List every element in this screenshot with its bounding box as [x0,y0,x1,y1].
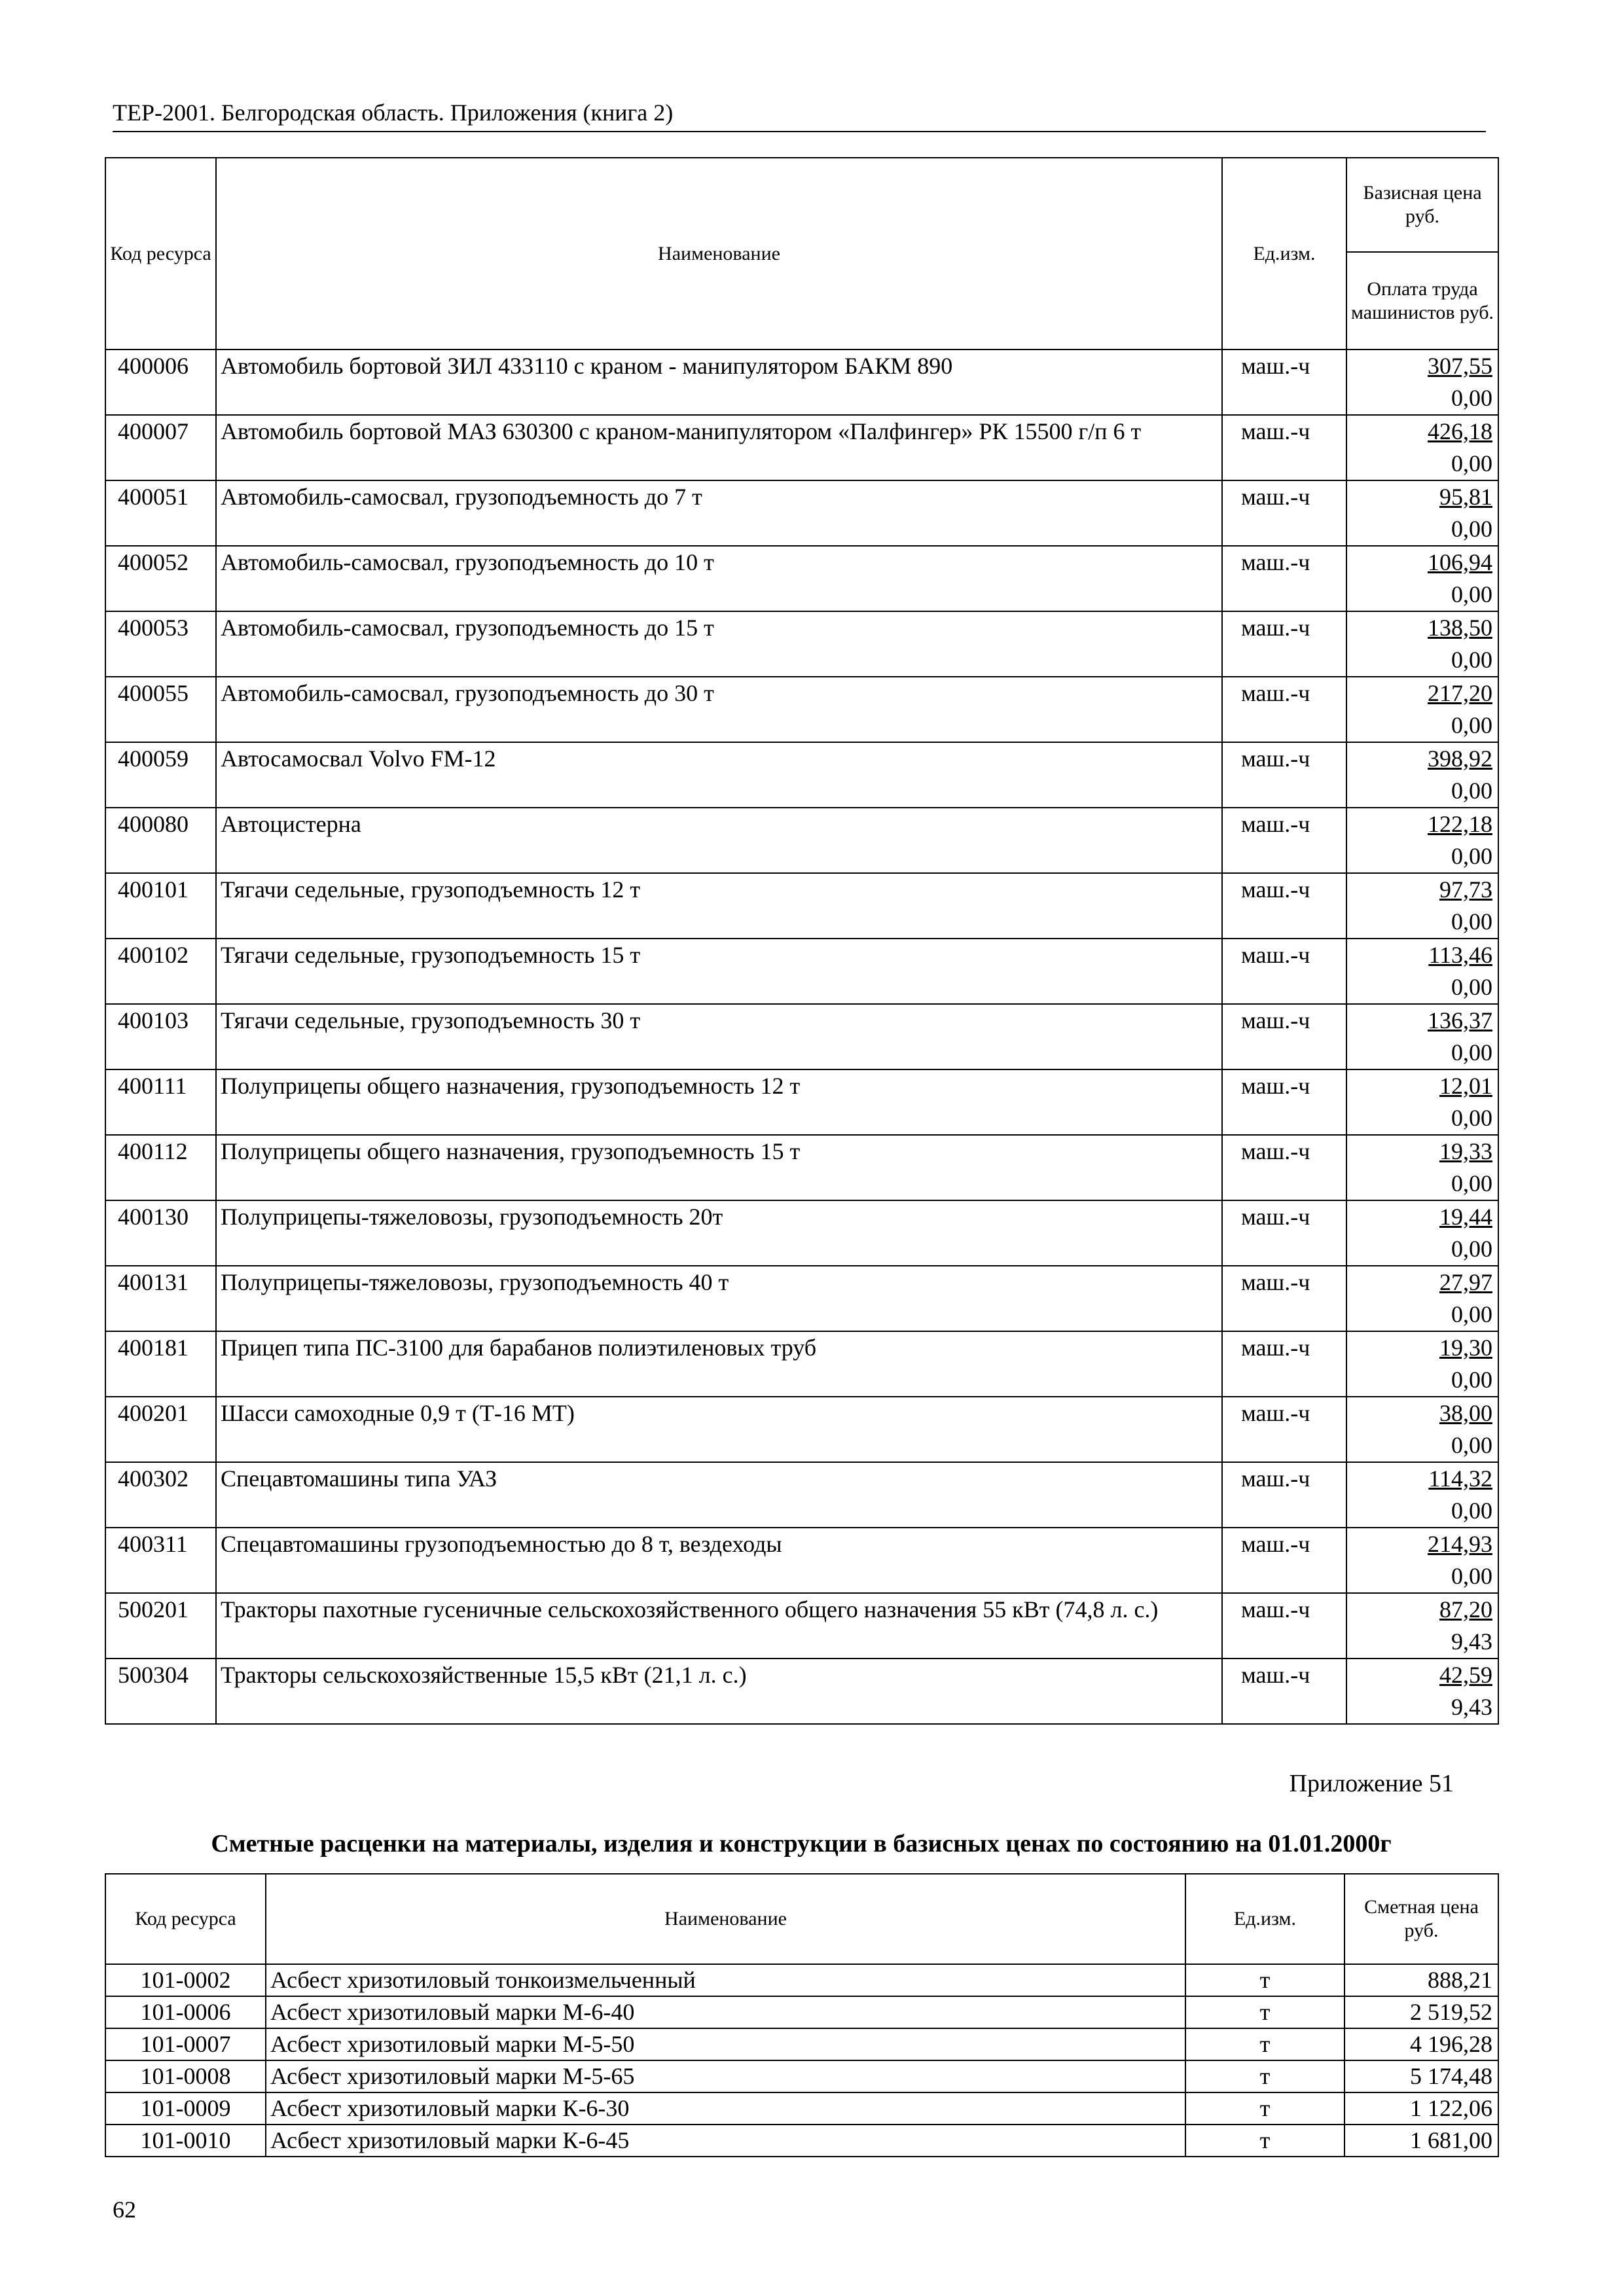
operator-wage: 0,00 [1451,647,1492,673]
table-row [105,350,1498,415]
price-cell [1346,1200,1498,1266]
estimate-price: 1 122,06 [1344,2092,1498,2125]
operator-wage: 0,00 [1451,712,1492,738]
table-row [105,1331,1498,1397]
base-price: 113,46 [1428,942,1492,968]
resource-code: 400130 [105,1200,216,1266]
operator-wage: 0,00 [1451,385,1492,411]
resource-code: 101-0006 [105,1996,266,2028]
estimate-price: 5 174,48 [1344,2060,1498,2092]
unit-of-measure: маш.-ч [1222,480,1346,546]
resource-name: Автомобиль-самосвал, грузоподъемность до 30 т [216,677,1222,742]
price-cell [1346,1397,1498,1462]
table-row [105,611,1498,677]
materials-table-body [105,1964,1498,2157]
resource-name: Тракторы сельскохозяйственные 15,5 кВт (21,1 л. с.) [216,1659,1222,1724]
resource-code: 400201 [105,1397,216,1462]
page-number: 62 [113,2197,136,2223]
resource-name: Асбест хризотиловый тонкоизмельченный [266,1964,1185,1996]
unit-of-measure: т [1185,1996,1344,2028]
table-row [105,1964,1498,1996]
resource-name: Автоцистерна [216,808,1222,873]
resource-name: Тягачи седельные, грузоподъемность 12 т [216,873,1222,939]
header-title: ТЕР-2001. Белгородская область. Приложения (книга 2) [113,99,674,126]
resource-code: 400111 [105,1069,216,1135]
table-row [105,677,1498,742]
table-row [105,1462,1498,1528]
resource-name: Автомобиль бортовой МАЗ 630300 с краном-манипулятором «Палфингер» РК 15500 г/п 6 т [216,415,1222,480]
resource-code: 400181 [105,1331,216,1397]
price-cell [1346,1069,1498,1135]
price-cell [1346,546,1498,611]
table-row [105,742,1498,808]
table-row [105,1996,1498,2028]
base-price: 95,81 [1439,484,1492,510]
resource-code: 400112 [105,1135,216,1200]
table-row [105,1135,1498,1200]
estimate-price: 2 519,52 [1344,1996,1498,2028]
base-price: 19,44 [1439,1204,1492,1230]
resource-name: Спецавтомашины типа УАЗ [216,1462,1222,1528]
table-row [105,808,1498,873]
price-cell [1346,480,1498,546]
resource-name: Полуприцепы-тяжеловозы, грузоподъемность 20т [216,1200,1222,1266]
resource-name: Автомобиль-самосвал, грузоподъемность до 15 т [216,611,1222,677]
table-row [105,1593,1498,1659]
resource-name: Асбест хризотиловый марки М-5-65 [266,2060,1185,2092]
unit-of-measure: маш.-ч [1222,1135,1346,1200]
base-price: 19,30 [1439,1335,1492,1361]
table-row [105,2092,1498,2125]
resource-name: Шасси самоходные 0,9 т (Т-16 МТ) [216,1397,1222,1462]
resource-code: 400052 [105,546,216,611]
operator-wage: 0,00 [1451,1563,1492,1589]
unit-of-measure: маш.-ч [1222,1331,1346,1397]
base-price: 217,20 [1428,680,1492,706]
price-cell [1346,873,1498,939]
base-price: 426,18 [1428,418,1492,444]
resource-code: 400080 [105,808,216,873]
operator-wage: 9,43 [1451,1628,1492,1655]
resource-name: Спецавтомашины грузоподъемностью до 8 т, вездеходы [216,1528,1222,1593]
price-cell [1346,1135,1498,1200]
col-header-name: Наименование [266,1874,1185,1964]
resource-code: 101-0007 [105,2028,266,2060]
col-header-price: Сметная цена руб. [1344,1874,1498,1964]
resource-code: 400302 [105,1462,216,1528]
resource-code: 400101 [105,873,216,939]
base-price: 87,20 [1439,1596,1492,1623]
machines-table [105,157,1499,1725]
price-cell [1346,808,1498,873]
page-header [113,97,1486,132]
table-row [105,1397,1498,1462]
col-header-base-price: Базисная цена руб. [1346,158,1498,252]
resource-code: 400102 [105,939,216,1004]
resource-name: Полуприцепы общего назначения, грузоподъемность 12 т [216,1069,1222,1135]
unit-of-measure: маш.-ч [1222,939,1346,1004]
resource-code: 400311 [105,1528,216,1593]
base-price: 12,01 [1439,1073,1492,1099]
unit-of-measure: маш.-ч [1222,1397,1346,1462]
unit-of-measure: маш.-ч [1222,808,1346,873]
resource-code: 400059 [105,742,216,808]
operator-wage: 0,00 [1451,1432,1492,1458]
price-cell [1346,1331,1498,1397]
price-cell [1346,350,1498,415]
resource-code: 400051 [105,480,216,546]
table-row [105,415,1498,480]
table-row [105,1659,1498,1724]
col-header-unit: Ед.изм. [1222,158,1346,350]
table-row [105,546,1498,611]
base-price: 136,37 [1428,1007,1492,1033]
base-price: 307,55 [1428,353,1492,379]
unit-of-measure: маш.-ч [1222,1200,1346,1266]
col-header-wage: Оплата труда машинистов руб. [1346,252,1498,350]
operator-wage: 0,00 [1451,778,1492,804]
resource-name: Автомобиль-самосвал, грузоподъемность до 10 т [216,546,1222,611]
resource-name: Полуприцепы-тяжеловозы, грузоподъемность 40 т [216,1266,1222,1331]
table-row [105,2060,1498,2092]
unit-of-measure: т [1185,1964,1344,1996]
price-cell [1346,415,1498,480]
resource-code: 101-0008 [105,2060,266,2092]
machines-table-body [105,350,1498,1724]
resource-name: Автомобиль бортовой ЗИЛ 433110 с краном - манипулятором БАКМ 890 [216,350,1222,415]
col-header-code: Код ресурса [105,1874,266,1964]
estimate-price: 4 196,28 [1344,2028,1498,2060]
price-cell [1346,677,1498,742]
resource-name: Асбест хризотиловый марки К-6-30 [266,2092,1185,2125]
resource-code: 400055 [105,677,216,742]
price-cell [1346,1462,1498,1528]
resource-name: Автосамосвал Volvo FM-12 [216,742,1222,808]
price-cell [1346,742,1498,808]
operator-wage: 0,00 [1451,974,1492,1000]
unit-of-measure: маш.-ч [1222,1593,1346,1659]
table-row [105,480,1498,546]
table-row [105,2028,1498,2060]
resource-code: 101-0002 [105,1964,266,1996]
operator-wage: 0,00 [1451,1039,1492,1066]
unit-of-measure: маш.-ч [1222,611,1346,677]
base-price: 27,97 [1439,1269,1492,1295]
annex-label: Приложение 51 [1289,1770,1454,1797]
section-title: Сметные расценки на материалы, изделия и конструкции в базисных ценах по состоянию на 01.01.2000г [211,1830,1392,1857]
resource-code: 400007 [105,415,216,480]
table-row [105,2125,1498,2157]
operator-wage: 0,00 [1451,1301,1492,1327]
unit-of-measure: маш.-ч [1222,742,1346,808]
operator-wage: 0,00 [1451,1498,1492,1524]
operator-wage: 0,00 [1451,1236,1492,1262]
base-price: 114,32 [1428,1465,1492,1492]
resource-name: Автомобиль-самосвал, грузоподъемность до 7 т [216,480,1222,546]
operator-wage: 0,00 [1451,843,1492,869]
operator-wage: 0,00 [1451,1170,1492,1196]
price-cell [1346,1266,1498,1331]
unit-of-measure: маш.-ч [1222,1462,1346,1528]
col-header-unit: Ед.изм. [1185,1874,1344,1964]
resource-name: Тракторы пахотные гусеничные сельскохозяйственного общего назначения 55 кВт (74,8 л. с.) [216,1593,1222,1659]
operator-wage: 0,00 [1451,1367,1492,1393]
operator-wage: 0,00 [1451,581,1492,607]
price-cell [1346,1659,1498,1724]
resource-name: Прицеп типа ПС-3100 для барабанов полиэтиленовых труб [216,1331,1222,1397]
base-price: 19,33 [1439,1138,1492,1164]
base-price: 106,94 [1428,549,1492,575]
table-row [105,873,1498,939]
resource-code: 500304 [105,1659,216,1724]
unit-of-measure: маш.-ч [1222,1004,1346,1069]
table-row [105,939,1498,1004]
resource-name: Тягачи седельные, грузоподъемность 30 т [216,1004,1222,1069]
base-price: 97,73 [1439,876,1492,903]
resource-name: Полуприцепы общего назначения, грузоподъемность 15 т [216,1135,1222,1200]
resource-code: 101-0010 [105,2125,266,2157]
resource-code: 400006 [105,350,216,415]
unit-of-measure: маш.-ч [1222,1528,1346,1593]
base-price: 138,50 [1428,615,1492,641]
col-header-code: Код ресурса [105,158,216,350]
estimate-price: 1 681,00 [1344,2125,1498,2157]
unit-of-measure: т [1185,2125,1344,2157]
price-cell [1346,1528,1498,1593]
operator-wage: 0,00 [1451,908,1492,935]
table-row [105,1266,1498,1331]
base-price: 42,59 [1439,1662,1492,1688]
unit-of-measure: т [1185,2060,1344,2092]
price-cell [1346,939,1498,1004]
resource-name: Тягачи седельные, грузоподъемность 15 т [216,939,1222,1004]
unit-of-measure: маш.-ч [1222,1659,1346,1724]
operator-wage: 0,00 [1451,450,1492,476]
unit-of-measure: маш.-ч [1222,546,1346,611]
resource-code: 400053 [105,611,216,677]
table-row [105,1069,1498,1135]
base-price: 38,00 [1439,1400,1492,1426]
unit-of-measure: т [1185,2028,1344,2060]
base-price: 214,93 [1428,1531,1492,1557]
base-price: 122,18 [1428,811,1492,837]
unit-of-measure: маш.-ч [1222,677,1346,742]
resource-name: Асбест хризотиловый марки М-6-40 [266,1996,1185,2028]
table-row [105,1004,1498,1069]
base-price: 398,92 [1428,745,1492,772]
resource-code: 400103 [105,1004,216,1069]
unit-of-measure: маш.-ч [1222,415,1346,480]
estimate-price: 888,21 [1344,1964,1498,1996]
table-row [105,1200,1498,1266]
operator-wage: 0,00 [1451,1105,1492,1131]
resource-name: Асбест хризотиловый марки М-5-50 [266,2028,1185,2060]
operator-wage: 9,43 [1451,1694,1492,1720]
resource-name: Асбест хризотиловый марки К-6-45 [266,2125,1185,2157]
unit-of-measure: т [1185,2092,1344,2125]
table-row [105,1528,1498,1593]
operator-wage: 0,00 [1451,516,1492,542]
resource-code: 400131 [105,1266,216,1331]
unit-of-measure: маш.-ч [1222,350,1346,415]
price-cell [1346,611,1498,677]
resource-code: 101-0009 [105,2092,266,2125]
price-cell [1346,1593,1498,1659]
unit-of-measure: маш.-ч [1222,873,1346,939]
price-cell [1346,1004,1498,1069]
unit-of-measure: маш.-ч [1222,1069,1346,1135]
materials-table [105,1873,1499,2157]
unit-of-measure: маш.-ч [1222,1266,1346,1331]
resource-code: 500201 [105,1593,216,1659]
col-header-name: Наименование [216,158,1222,350]
